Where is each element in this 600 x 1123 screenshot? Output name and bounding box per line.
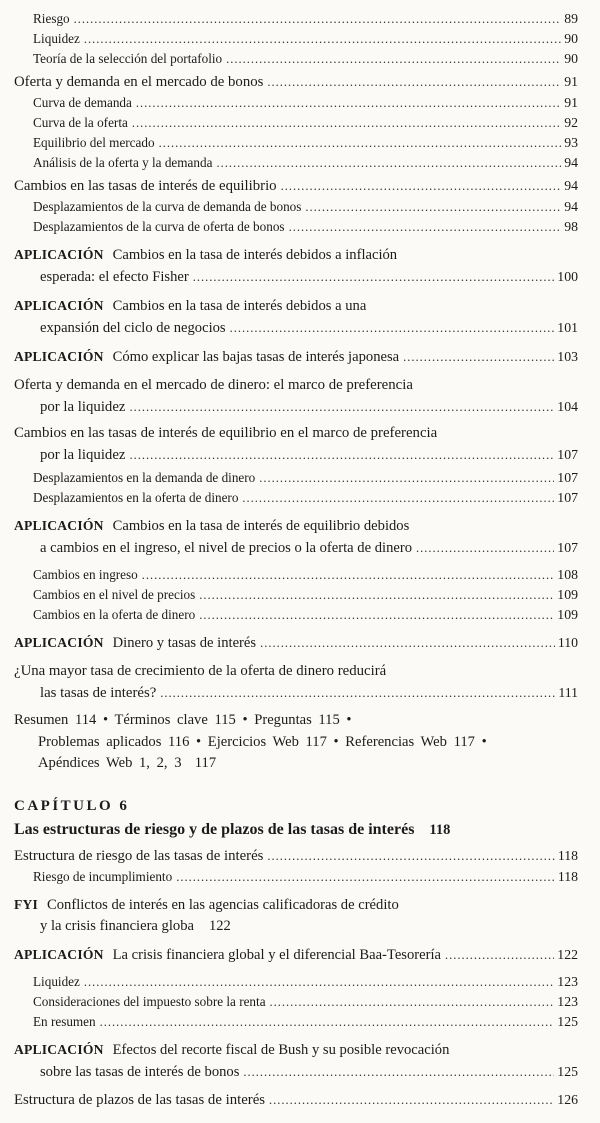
toc-entry-line <box>14 266 578 288</box>
toc-entry-line <box>14 444 578 466</box>
dot-leader <box>74 9 562 29</box>
dot-leader <box>100 1012 555 1032</box>
toc-entry-title: Teoría de la selección del portafolio <box>33 51 223 66</box>
toc-entry <box>14 944 578 966</box>
toc-entry-line <box>14 374 578 396</box>
toc-entry-line <box>14 422 578 444</box>
dot-leader <box>267 71 561 93</box>
toc-entry-title: En resumen <box>33 1013 96 1029</box>
toc-entry <box>14 972 578 992</box>
dot-leader <box>289 217 562 237</box>
toc-entry-title: Desplazamientos en la oferta de dinero <box>33 490 239 505</box>
page-number: 89 <box>564 11 578 26</box>
page-number: 104 <box>557 399 578 414</box>
application-label: APLICACIÓN <box>14 635 104 650</box>
dot-leader <box>132 113 561 133</box>
toc-entry-title: expansión del ciclo de negocios <box>40 320 226 336</box>
dot-leader <box>243 1062 554 1083</box>
page-number: 123 <box>557 993 578 1009</box>
toc-entry <box>14 113 578 133</box>
page-number: 98 <box>564 219 578 234</box>
toc-entry-title: Consideraciones del impuesto sobre la renta <box>33 993 266 1009</box>
application-label: APLICACIÓN <box>14 946 104 962</box>
toc-entry <box>14 49 578 69</box>
toc-entry-title: Cambios en las tasas de interés de equilibrio <box>14 178 277 194</box>
toc-entry-title: Cambios en la tasa de interés debidos a inflación <box>112 247 398 263</box>
toc-entry <box>14 515 578 559</box>
toc-entry <box>14 1039 578 1083</box>
toc-entry-line <box>14 295 578 317</box>
toc-entry-title: a cambios en el ingreso, el nivel de precios o la oferta de dinero <box>40 540 412 556</box>
toc-entry-title: las tasas de interés? <box>40 685 157 701</box>
page-number: 91 <box>564 95 578 110</box>
page-number: 94 <box>564 178 578 193</box>
toc-entry <box>14 374 578 418</box>
dot-leader <box>84 29 561 49</box>
toc-entry-title: esperada: el efecto Fisher <box>40 269 189 285</box>
page-number: 90 <box>564 51 578 66</box>
toc-entry <box>14 605 578 625</box>
page-number: 118 <box>557 847 578 863</box>
toc-entry-title: Riesgo de incumplimiento <box>33 868 173 884</box>
fyi-label: FYI <box>14 896 39 912</box>
dot-leader <box>176 867 555 887</box>
toc-entry-title: Curva de la oferta <box>33 115 128 130</box>
toc-entry <box>14 660 578 704</box>
dot-leader <box>305 197 561 217</box>
page-number: 118 <box>557 868 578 884</box>
toc-entry <box>14 175 578 197</box>
toc-entry <box>14 845 578 867</box>
toc-entry <box>14 632 578 654</box>
toc-entry-line <box>14 660 578 682</box>
dot-leader <box>84 972 554 992</box>
dot-leader <box>270 992 555 1012</box>
page-number: 108 <box>557 567 578 582</box>
toc-entry <box>14 217 578 237</box>
toc-entry <box>14 346 578 368</box>
toc-entry <box>14 295 578 339</box>
toc-entry <box>14 133 578 153</box>
toc-entry <box>14 867 578 887</box>
toc-entry <box>14 1089 578 1111</box>
toc-entry-title: ¿Una mayor tasa de crecimiento de la oferta de dinero reducirá <box>14 663 387 679</box>
toc-entry <box>14 894 578 937</box>
application-label: APLICACIÓN <box>14 518 104 533</box>
page-number: 111 <box>558 685 578 700</box>
toc-entry <box>14 29 578 49</box>
dot-leader <box>159 133 562 153</box>
page-number: 103 <box>557 349 578 364</box>
toc-entry-title: Cambios en el nivel de precios <box>33 587 196 602</box>
page-number: 118 <box>429 821 451 838</box>
toc-entry <box>14 71 578 93</box>
toc-entry-line <box>14 244 578 266</box>
dot-leader <box>226 49 561 69</box>
dot-leader <box>403 347 554 368</box>
toc-entry-title: Oferta y demanda en el mercado de dinero: el marco de preferencia <box>14 377 413 393</box>
toc-entry-title: Desplazamientos en la demanda de dinero <box>33 470 256 485</box>
toc-entry-title: Estructura de riesgo de las tasas de interés <box>14 847 264 864</box>
dot-leader <box>230 318 555 339</box>
toc-entry-line <box>14 537 578 559</box>
toc-entry-title: Riesgo <box>33 11 70 26</box>
page-number: 123 <box>557 973 578 989</box>
application-label: APLICACIÓN <box>14 349 104 364</box>
dot-leader <box>259 468 554 488</box>
toc-entry-title: La crisis financiera global y el diferencial Baa-Tesorería <box>112 946 441 963</box>
toc-entry-title: Desplazamientos de la curva de demanda de bonos <box>33 199 302 214</box>
page-number: 125 <box>557 1063 578 1079</box>
page-number: 107 <box>557 540 578 555</box>
page-number: 122 <box>557 946 578 962</box>
toc-entry <box>14 153 578 173</box>
endmatter-line: Apéndices Web 1, 2, 3 117 <box>38 755 217 771</box>
dot-leader <box>416 538 554 559</box>
toc-entry-title: Oferta y demanda en el mercado de bonos <box>14 74 264 90</box>
toc-entry <box>14 422 578 466</box>
dot-leader <box>193 267 555 288</box>
toc-entry-title: sobre las tasas de interés de bonos <box>40 1063 240 1080</box>
toc-entry-line <box>14 1061 578 1083</box>
application-label: APLICACIÓN <box>14 298 104 313</box>
dot-leader <box>142 565 555 585</box>
dot-leader <box>199 605 554 625</box>
toc-entry <box>14 992 578 1012</box>
toc-entry-line <box>14 515 578 537</box>
chapter-title <box>14 818 578 842</box>
page-number: 109 <box>557 607 578 622</box>
toc-entry-title: Cambios en ingreso <box>33 567 138 582</box>
dot-leader <box>199 585 554 605</box>
chapter-number: CAPÍTULO 6 <box>14 797 130 814</box>
dot-leader <box>242 488 554 508</box>
page-number: 94 <box>564 155 578 170</box>
page-number: 94 <box>564 199 578 214</box>
toc-entry <box>14 1012 578 1032</box>
toc-entry-title: Cambios en la oferta de dinero <box>33 607 196 622</box>
dot-leader <box>129 444 554 466</box>
toc-entry-title: Cómo explicar las bajas tasas de interés japonesa <box>112 349 400 365</box>
toc-entry-title: por la liquidez <box>40 399 126 415</box>
toc-entry-title: Conflictos de interés en las agencias calificadoras de crédito <box>47 896 399 913</box>
endmatter-line: Problemas aplicados 116 • Ejercicios Web 117 • Referencias Web 117 • <box>38 733 487 750</box>
toc-entry <box>14 468 578 488</box>
toc-entry-title: Curva de demanda <box>33 95 132 110</box>
toc-entry <box>14 488 578 508</box>
toc-entry <box>14 565 578 585</box>
toc-entry-title: por la liquidez <box>40 447 126 463</box>
page-number: 101 <box>557 320 578 335</box>
toc-entry-line <box>14 682 578 704</box>
page-number: 126 <box>557 1091 578 1107</box>
page-number: 107 <box>557 447 578 462</box>
dot-leader <box>281 175 562 197</box>
page-number: 93 <box>564 135 578 150</box>
toc-entry-title: Cambios en la tasa de interés debidos a una <box>112 298 367 314</box>
toc-entry-title: Estructura de plazos de las tasas de interés <box>14 1091 266 1108</box>
toc-entry-line <box>14 916 578 937</box>
dot-leader <box>445 945 554 966</box>
dot-leader <box>267 845 554 867</box>
toc-entry-line <box>14 396 578 418</box>
dot-leader <box>136 93 561 113</box>
toc-entry <box>14 710 578 775</box>
chapter-title-text: Las estructuras de riesgo y de plazos de las tasas de interés <box>14 820 415 838</box>
page-number: 91 <box>564 74 578 89</box>
toc-entry-line <box>14 1039 578 1061</box>
dot-leader <box>129 396 554 418</box>
page-number: 92 <box>564 115 578 130</box>
toc-entry-title: Equilibrio del mercado <box>33 135 155 150</box>
toc-entries-container <box>14 9 578 1111</box>
toc-entry <box>14 197 578 217</box>
page-number: 125 <box>557 1013 578 1029</box>
toc-entry-line <box>14 317 578 339</box>
toc-entry <box>14 585 578 605</box>
page-number: 107 <box>557 470 578 485</box>
dot-leader <box>160 682 555 704</box>
page-number: 90 <box>564 31 578 46</box>
toc-entry-title: Desplazamientos de la curva de oferta de bonos <box>33 219 285 234</box>
page-number: 122 <box>208 917 231 934</box>
toc-entry <box>14 93 578 113</box>
toc-entry-title: Análisis de la oferta y la demanda <box>33 155 213 170</box>
dot-leader <box>216 153 561 173</box>
toc-entry-title: Cambios en la tasa de interés de equilibrio debidos <box>112 518 410 534</box>
dot-leader <box>269 1089 554 1111</box>
toc-entry-title: Efectos del recorte fiscal de Bush y su posible revocación <box>112 1041 450 1058</box>
application-label: APLICACIÓN <box>14 1041 104 1057</box>
page-number: 110 <box>557 635 578 650</box>
endmatter-line: Resumen 114 • Términos clave 115 • Preguntas 115 • <box>14 712 352 728</box>
page-number: 100 <box>557 269 578 284</box>
toc-entry-title: Liquidez <box>33 973 80 989</box>
toc-entry-line <box>14 894 578 916</box>
page-number: 109 <box>557 587 578 602</box>
toc-entry-title: Liquidez <box>33 31 80 46</box>
toc-entry-title: y la crisis financiera globa <box>40 917 194 934</box>
dot-leader <box>260 633 555 654</box>
application-label: APLICACIÓN <box>14 247 104 262</box>
page-number: 107 <box>557 490 578 505</box>
toc-entry <box>14 244 578 288</box>
toc-entry-title: Cambios en las tasas de interés de equilibrio en el marco de preferencia <box>14 425 438 441</box>
toc-entry <box>14 9 578 29</box>
toc-entry-title: Dinero y tasas de interés <box>112 635 257 651</box>
